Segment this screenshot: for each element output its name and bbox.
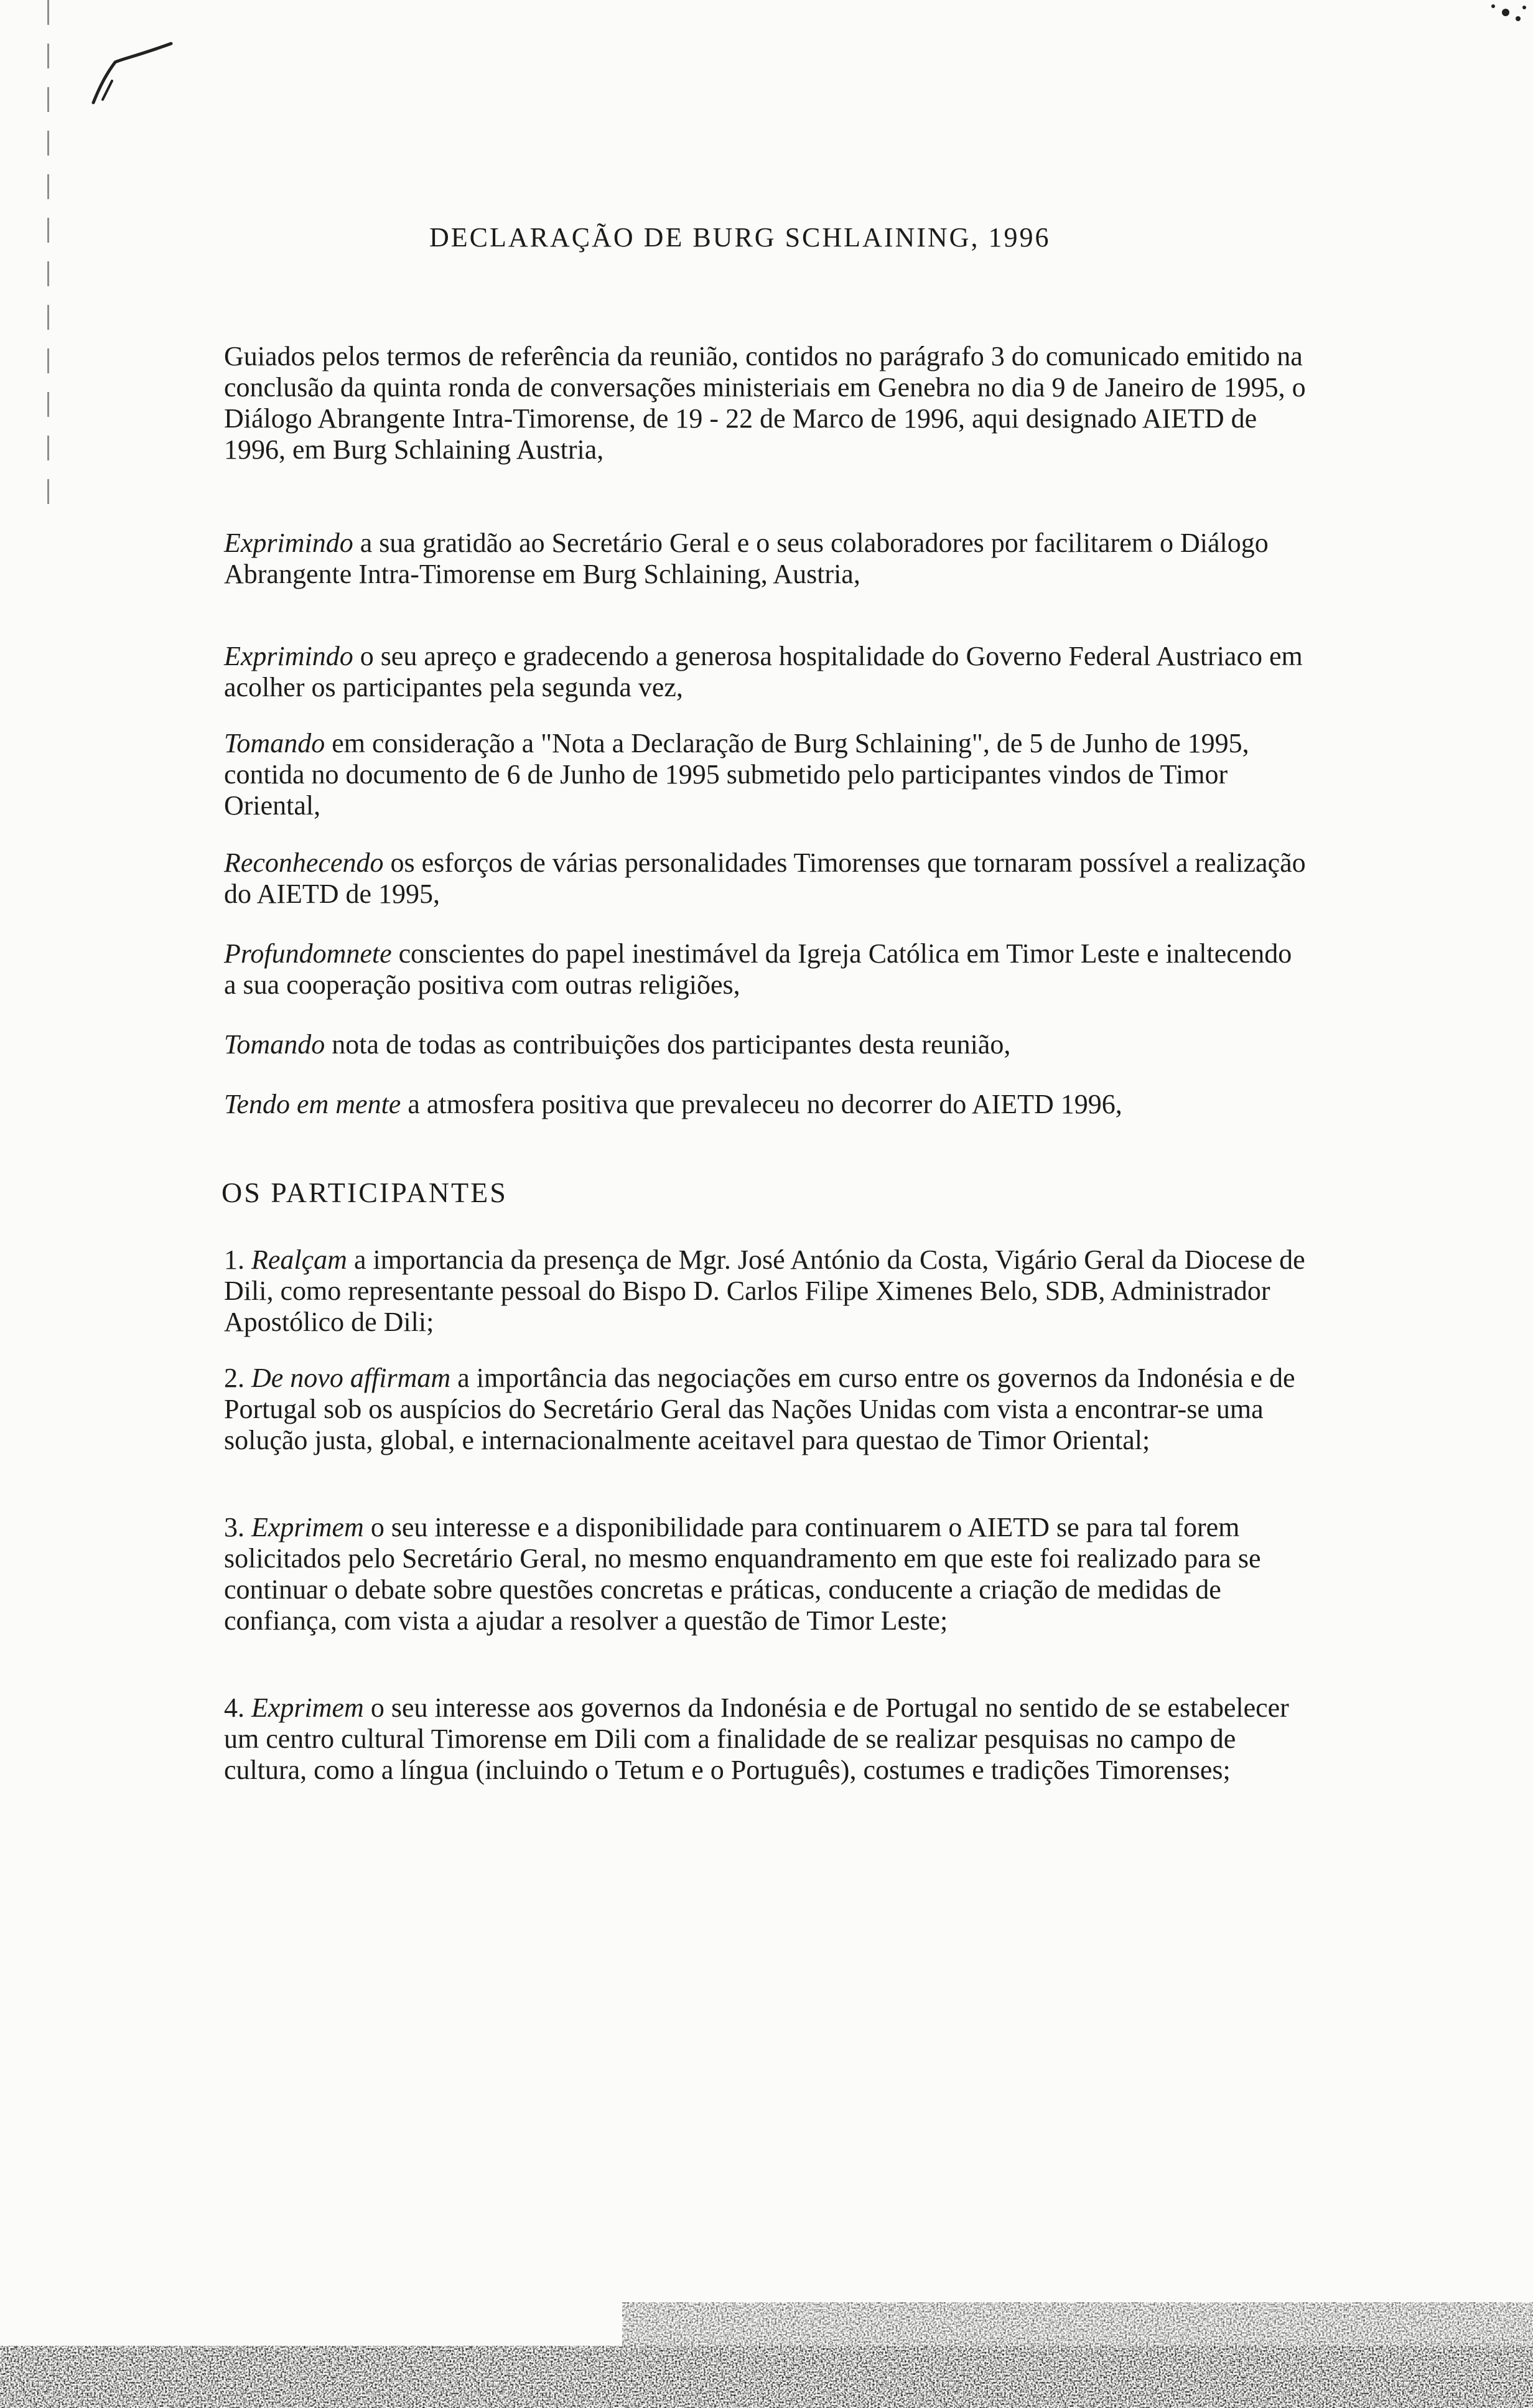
preamble-paragraph-3: Exprimindo o seu apreço e gradecendo a generosa hospitalidade do Governo Federal Austriaco em acolher os participantes pela segunda vez, bbox=[224, 641, 1303, 702]
preamble-paragraph-5: Reconhecendo os esforços de várias personalidades Timorenses que tornaram possível a realização do AIETD de 1995, bbox=[224, 847, 1306, 909]
preamble-paragraph-7: Tomando nota de todas as contribuições dos participantes desta reunião, bbox=[224, 1029, 1011, 1060]
numbered-item-2: 2. De novo affirmam a importância das negociações em curso entre os governos da Indonésia e de Portugal sob os auspícios do Secretário Geral das Nações Unidas com vista a encontrar-se uma solução justa, global, e internacionalmente aceitavel para questao de Timor Oriental; bbox=[224, 1363, 1295, 1455]
numbered-item-1: 1. Realçam a importancia da presença de Mgr. José António da Costa, Vigário Geral da Diocese de Dili, como representante pessoal do Bispo D. Carlos Filipe Ximenes Belo, SDB, Administrador Apostólico de Dili; bbox=[224, 1244, 1305, 1337]
numbered-item-4: 4. Exprimem o seu interesse aos governos da Indonésia e de Portugal no sentido de se estabelecer um centro cultural Timorense em Dili com a finalidade de se realizar pesquisas no campo de cultura, como a língua (incluindo o Tetum e o Português), costumes e tradições Timorenses; bbox=[224, 1692, 1289, 1785]
scan-noise-corner bbox=[1431, 0, 1533, 75]
handwritten-check-mark bbox=[87, 37, 180, 112]
preamble-paragraph-8: Tendo em mente a atmosfera positiva que prevaleceu no decorrer do AIETD 1996, bbox=[224, 1089, 1122, 1119]
preamble-paragraph-4: Tomando em consideração a "Nota a Declaração de Burg Schlaining", de 5 de Junho de 1995, contida no documento de 6 de Junho de 1995 submetido pelo participantes vindos de Timor Oriental, bbox=[224, 728, 1249, 821]
preamble-paragraph-6: Profundomnete conscientes do papel inestimável da Igreja Católica em Timor Leste e inaltecendo a sua cooperação positiva com outras religiões, bbox=[224, 938, 1292, 1000]
scan-noise-bottom bbox=[0, 2078, 1533, 2408]
numbered-item-3: 3. Exprimem o seu interesse e a disponibilidade para continuarem o AIETD se para tal forem solicitados pelo Secretário Geral, no mesmo enquandramento em que este foi realizado para se continuar o debate sobre questões concretas e práticas, conducente a criação de medidas de confiança, com vista a ajudar a resolver a questão de Timor Leste; bbox=[224, 1512, 1261, 1636]
preamble-paragraph-2: Exprimindo a sua gratidão ao Secretário Geral e o seus colaboradores por facilitarem o Diálogo Abrangente Intra-Timorense em Burg Schlaining, Austria, bbox=[224, 528, 1269, 589]
preamble-paragraph-1: Guiados pelos termos de referência da reunião, contidos no parágrafo 3 do comunicado emitido na conclusão da quinta ronda de conversações ministeriais em Genebra no dia 9 de Janeiro de 1995, o Diálogo Abrangente Intra-Timorense, de 19 - 22 de Marco de 1996, aqui designado AIETD de 1996, em Burg Schlaining Austria, bbox=[224, 341, 1306, 465]
section-heading: OS PARTICIPANTES bbox=[221, 1177, 508, 1208]
scan-margin-line bbox=[47, 0, 49, 510]
document-title: DECLARAÇÃO DE BURG SCHLAINING, 1996 bbox=[429, 222, 1051, 253]
